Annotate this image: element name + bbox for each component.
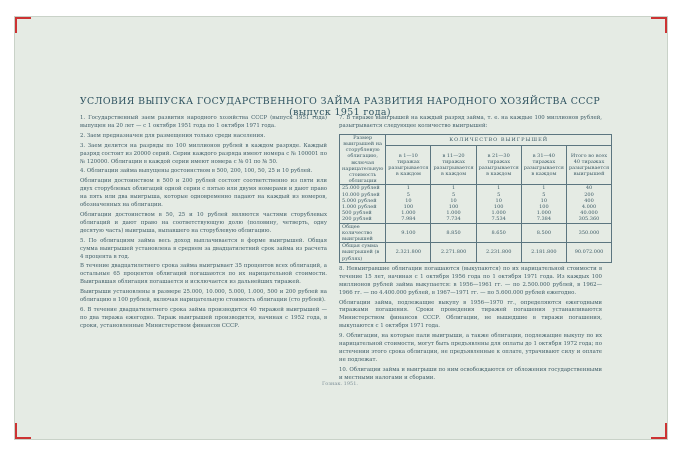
- prize-count: 1: [451, 185, 456, 192]
- left-paragraph: 5. По облигациям займа весь доход выплачивается в форме выигрышей. Общая сумма выигрышей установлена в среднем за двадцатилетний срок займа из расчета 4 процента в год.: [80, 237, 327, 260]
- prize-count: 7.384: [536, 216, 552, 223]
- table-cell: 2.231.800: [476, 243, 521, 263]
- prize-count: 10: [450, 197, 457, 204]
- table-column-header: в 31—40 тиражах разыгрывается в каждом: [521, 145, 566, 185]
- prize-count: 40: [585, 185, 593, 192]
- crop-mark-top-right: [651, 17, 667, 33]
- prize-count: 100: [539, 204, 549, 211]
- prize-count: 7.734: [446, 216, 461, 223]
- right-column: [339, 115, 610, 385]
- left-column: [80, 115, 327, 333]
- prize-count: 1.000: [446, 210, 461, 217]
- table-corner-header: Размер выигрышей на сторублевую облигацию, включая нарицательную стоимость облигации: [340, 134, 386, 185]
- row-label: [340, 185, 386, 223]
- prize-count: 10: [540, 197, 548, 204]
- left-paragraph: 1. Государственный заем развития народного хозяйства СССР (выпуск 1951 года) выпущен на 20 лет — с 1 октября 1951 года по 1 октября 1971 года.: [80, 115, 327, 129]
- crop-mark-bottom-right: [651, 423, 667, 439]
- right-paragraph: 9. Облигации, на которые пали выигрыши, а также облигации, подлежащие выкупу по их нарицательной стоимости, могут быть предъявлены для оплаты до 1 октября 1972 года; по истечении этого срока облигации, не предъявленные к оплате, утрачивают силу и оплате не подлежат.: [339, 333, 602, 363]
- table-cell: [386, 185, 431, 223]
- right-paragraph: 10. Облигации займа и выигрыши по ним освобождаются от обложения государственными и местными налогами и сборами.: [339, 366, 602, 381]
- table-cell: 8.650: [476, 223, 521, 243]
- table-column-header: Итого во всех 40 тиражах разыгрывается выигрышей: [566, 145, 611, 185]
- prize-count: 5: [451, 191, 456, 198]
- prize-count: 5: [542, 191, 546, 198]
- left-paragraph: Выигрыши установлены в размере 25.000, 10.000, 5.000, 1.000, 500 и 200 рублей на облигацию в 100 рублей, включая нарицательную стоимость облигации (сто рублей).: [80, 289, 327, 304]
- left-paragraph: Облигации достоинством в 500 и 200 рублей состоят соответственно из пяти или двух сторублевых облигаций одной серии с пятью или двумя номерами и дают право на пять или два выигрыша, которые одновременно падают на каждый из номеров, обозначенных на облигации.: [80, 178, 327, 209]
- table-cell: [431, 185, 476, 223]
- table-cell: [476, 185, 521, 223]
- table-cell: 8.850: [431, 223, 476, 243]
- document-title: УСЛОВИЯ ВЫПУСКА ГОСУДАРСТВЕННОГО ЗАЙМА РАЗВИТИЯ НАРОДНОГО ХОЗЯЙСТВА СССР (выпуск 1951 года): [79, 96, 601, 118]
- prize-amount: 5.000 рублей: [342, 197, 377, 204]
- prize-count: 7.984: [401, 216, 416, 223]
- prize-table: [339, 134, 612, 263]
- left-paragraph: В течение двадцатилетнего срока займа выигрывает 35 процентов всех облигаций, а остальные 65 процентов облигаций погашаются по их нарицательной стоимости. Выигравшая облигация погашается и исключается из дальнейших тиражей.: [80, 263, 327, 286]
- prize-count: 1: [497, 185, 501, 192]
- crop-mark-top-left: [15, 17, 31, 33]
- table-group-header: КОЛИЧЕСТВО ВЫИГРЫШЕЙ: [386, 134, 612, 145]
- table-row-total-sum: [340, 243, 612, 263]
- row-label: Общая сумма выигрышей (в рублях): [340, 243, 386, 263]
- prize-count: 40.000: [580, 210, 598, 217]
- prize-count: 10: [405, 197, 412, 204]
- prize-count: 5: [406, 191, 410, 198]
- prize-count: 10: [495, 197, 502, 204]
- table-cell: 2.321.800: [386, 243, 431, 263]
- table-cell: 2.271.800: [431, 243, 476, 263]
- table-cell: [566, 185, 611, 223]
- right-paragraph: 8. Невыигравшие облигации погашаются (выкупаются) по их нарицательной стоимости в течение 15 лет, начиная с 1 октября 1956 года по 1 октября 1971 года. Из каждых 100 миллионов рублей займа выкупается: в 1956—1961 гг. — по 2.500.000 рублей, в 1962—1966 гг. — по 4.400.000 рублей, в 1967—1971 гг. — по 5.600.000 рублей ежегодно.: [339, 265, 602, 296]
- table-column-header: в 11—20 тиражах разыгрывается в каждом: [431, 145, 476, 185]
- prize-amount: 1.000 рублей: [342, 204, 377, 211]
- table-cell: 9.100: [386, 223, 431, 243]
- prize-count: 400: [584, 197, 594, 204]
- prize-count: 1: [406, 185, 410, 192]
- prize-count: 4.000: [581, 204, 597, 211]
- table-cell: 90.072.000: [566, 243, 611, 263]
- prize-amount: 200 рублей: [342, 216, 372, 223]
- prize-count: 7.534: [491, 216, 506, 223]
- left-paragraph: Облигации достоинством в 50, 25 и 10 рублей являются частями сторублевых облигаций и дают право на соответствующую долю (половину, четверть, одну десятую часть) выигрыша, выпавшего на сторублевую облигацию.: [80, 211, 327, 234]
- left-paragraph: 2. Заем предназначен для размещения только среди населения.: [80, 132, 266, 139]
- table-row-total-count: [340, 223, 612, 243]
- prize-count: 200: [584, 191, 594, 198]
- left-paragraph: 4. Облигации займа выпущены достоинством в 500, 200, 100, 50, 25 и 10 рублей.: [80, 168, 313, 175]
- table-column-header: в 1—10 тиражах разыгрывается в каждом: [386, 145, 431, 185]
- prize-amount: 10.000 рублей: [342, 191, 380, 198]
- left-paragraph: 3. Заем делится на разряды по 100 миллионов рублей в каждом разряде. Каждый разряд состоит из 20000 серий. Серии каждого разряда имеют номера с № 100001 по № 120000. Облигации в каждой серии имеют номера с № 01 по № 50.: [80, 142, 327, 165]
- table-column-header: в 21—30 тиражах разыгрывается в каждом: [476, 145, 521, 185]
- prize-amount: 500 рублей: [342, 210, 372, 217]
- right-intro: 7. В тираже выигрышей на каждый разряд займа, т. е. на каждые 100 миллионов рублей, разыгрывается следующее количество выигрышей:: [339, 115, 602, 129]
- prize-count: 1.000: [491, 210, 506, 217]
- prize-amount: 25.000 рублей: [342, 185, 380, 192]
- prize-count: 305.360: [578, 216, 600, 223]
- crop-mark-bottom-left: [15, 423, 31, 439]
- prize-count: 100: [403, 204, 414, 211]
- table-cell: 8.500: [521, 223, 566, 243]
- printer-imprint: Гознак. 1951.: [322, 381, 358, 387]
- right-paragraph: Облигации займа, подлежащие выкупу в 1956—1970 гг., определяются ежегодными тиражами погашения. Сроки проведения тиражей погашения устанавливаются Министерством финансов СССР. Облигации, не вышедшие в тиражи погашения, выкупаются с 1 октября 1971 года.: [339, 299, 602, 330]
- prize-count: 100: [493, 204, 504, 211]
- prize-count: 5: [497, 191, 501, 198]
- table-cell: 2.181.800: [521, 243, 566, 263]
- row-label: Общее количество выигрышей: [340, 223, 386, 243]
- table-row: [340, 185, 612, 223]
- prize-count: 1.000: [536, 210, 552, 217]
- table-cell: [521, 185, 566, 223]
- left-paragraph: 6. В течение двадцатилетнего срока займа производится 40 тиражей выигрышей — по два тиража ежегодно. Тираж выигрышей производится, начиная с 1952 года, в сроки, установленные Министерством финансов СССР.: [80, 306, 327, 329]
- table-cell: 350.000: [566, 223, 611, 243]
- prize-count: 100: [448, 204, 459, 211]
- prize-count: 1.000: [401, 210, 416, 217]
- prize-count: 1: [542, 185, 546, 192]
